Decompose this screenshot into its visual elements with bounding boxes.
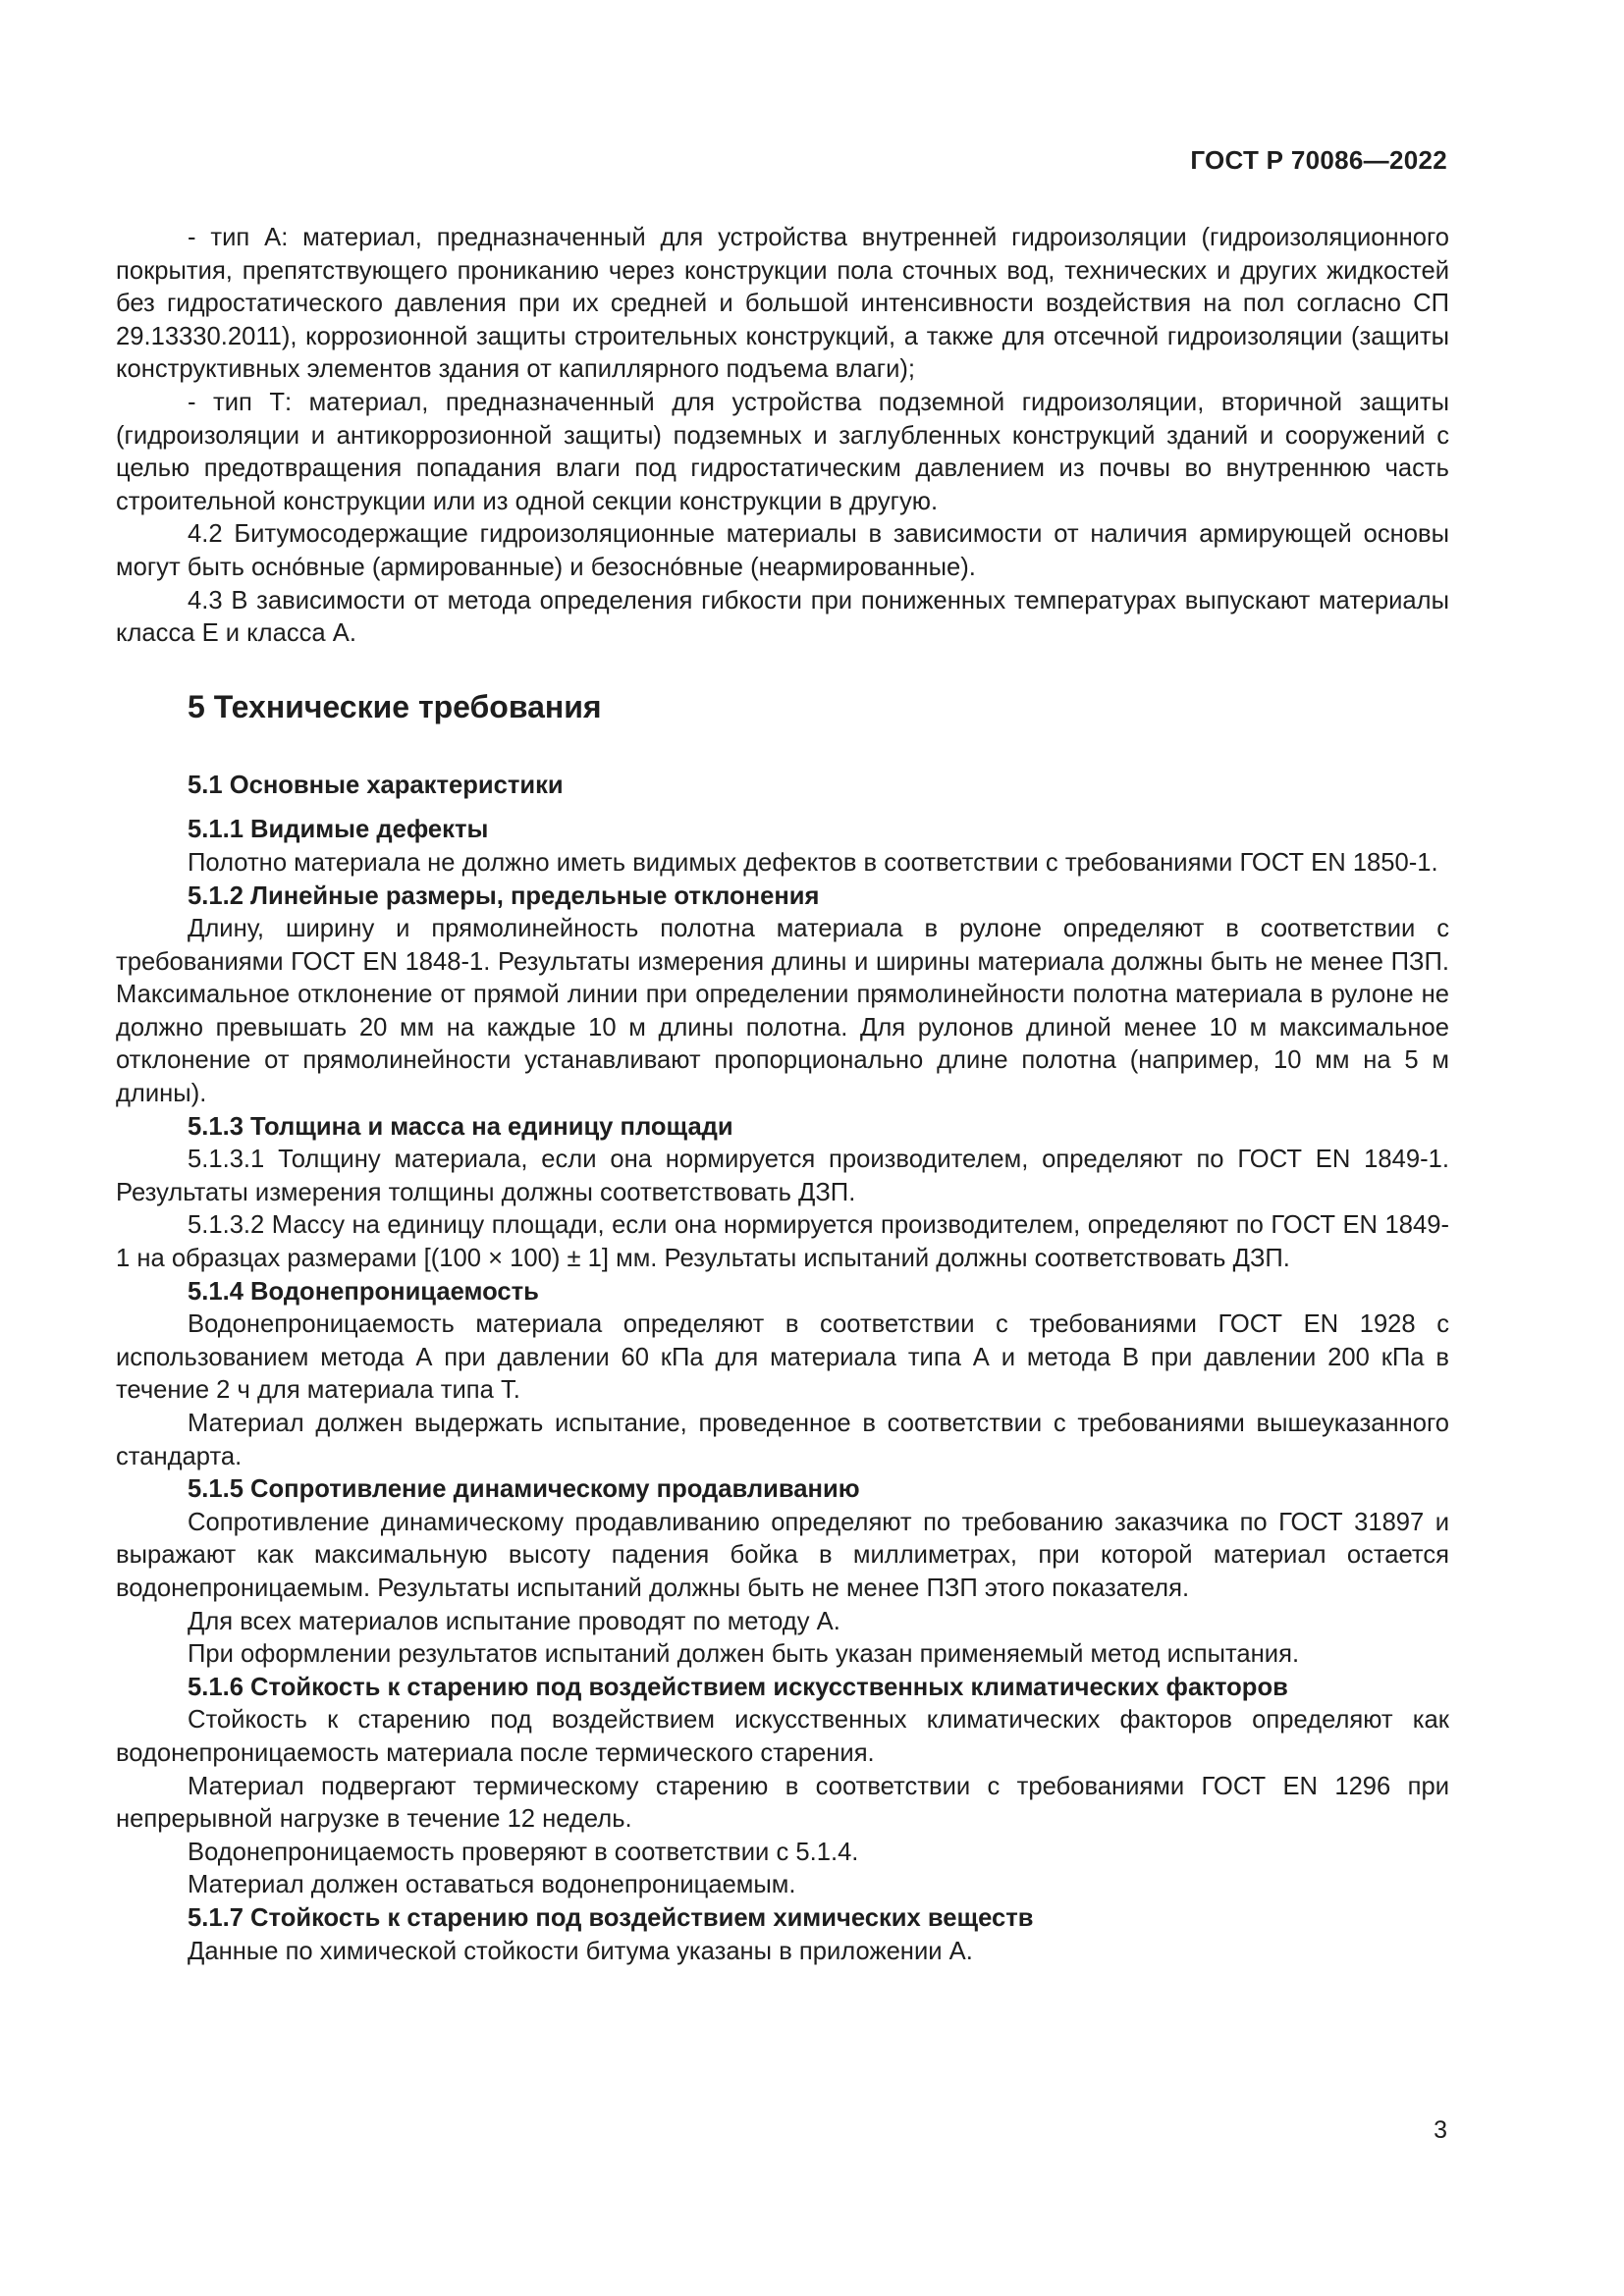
paragraph-4-3: 4.3 В зависимости от метода определения гибкости при пониженных температурах выпускают материалы класса Е и класса А. — [116, 586, 1449, 648]
paragraph-5-1-3-1: 5.1.3.1 Толщину материала, если она нормируется производителем, определяют по ГОСТ EN 1849-1. Результаты измерения толщины должны соответствовать ДЗП. — [116, 1146, 1449, 1206]
heading-5-1-4: 5.1.4 Водонепроницаемость — [188, 1277, 539, 1306]
document-body — [116, 222, 1449, 1968]
paragraph-5-1-4-a: Водонепроницаемость материала определяют в соответствии с требованиями ГОСТ EN 1928 с использованием метода А при давлении 60 кПа для материала типа А и метода В при давлении 200 кПа в течение 2 ч для материала типа Т. — [116, 1310, 1449, 1405]
heading-5-1-7: 5.1.7 Стойкость к старению под воздействием химических веществ — [188, 1903, 1034, 1932]
heading-5-1-5: 5.1.5 Сопротивление динамическому продавливанию — [188, 1475, 860, 1504]
document-code-header: ГОСТ Р 70086—2022 — [1190, 145, 1447, 175]
paragraph-4-2: 4.2 Битумосодержащие гидроизоляционные материалы в зависимости от наличия армирующей основы могут быть осно́вные (армированные) и безосно́вные (неармированные). — [116, 520, 1449, 581]
paragraph-5-1-3-2: 5.1.3.2 Массу на единицу площади, если она нормируется производителем, определяют по ГОСТ EN 1849-1 на образцах размерами [(100 × 100) ± 1] мм. Результаты испытаний должны соответствовать ДЗП. — [116, 1211, 1449, 1273]
paragraph-5-1-2: Длину, ширину и прямолинейность полотна материала в рулоне определяют в соответствии с требованиями ГОСТ EN 1848-1. Результаты измерения длины и ширины материала должны быть не менее ПЗП. Максимальное отклонение от прямой линии при определении прямолинейности полотна материала в рулоне не должно превышать 20 мм на каждые 10 м длины полотна. Для рулонов длиной менее 10 м максимальное отклонение от прямолинейности устанавливают пропорционально длине полотна (например, 10 мм на 5 м длины). — [116, 915, 1449, 1108]
heading-5-1-1: 5.1.1 Видимые дефекты — [188, 816, 489, 844]
subsection-5-1-heading: 5.1 Основные характеристики — [188, 771, 564, 799]
paragraph-5-1-6-b: Материал подвергают термическому старению в соответствии с требованиями ГОСТ EN 1296 при непрерывной нагрузке в течение 12 недель. — [116, 1772, 1449, 1834]
paragraph-5-1-4-b: Материал должен выдержать испытание, проведенное в соответствии с требованиями вышеуказанного стандарта. — [116, 1410, 1449, 1470]
paragraph-type-t: - тип Т: материал, предназначенный для устройства подземной гидроизоляции, вторичной защиты (гидроизоляции и антикоррозионной защиты) подземных и заглубленных конструкций зданий и сооружений с целью предотвращения попадания влаги под гидростатическим давлением из почвы во внутреннюю часть строительной конструкции или из одной секции конструкции в другую. — [116, 388, 1449, 515]
page-number: 3 — [1434, 2116, 1447, 2144]
paragraph-5-1-1: Полотно материала не должно иметь видимых дефектов в соответствии с требованиями ГОСТ EN 1850-1. — [188, 848, 1438, 877]
paragraph-5-1-6-d: Материал должен оставаться водонепроницаемым. — [188, 1871, 796, 1899]
paragraph-5-1-6-a: Стойкость к старению под воздействием искусственных климатических факторов определяют как водонепроницаемость материала после термического старения. — [116, 1706, 1449, 1767]
section-5-heading: 5 Технические требования — [188, 688, 602, 724]
paragraph-5-1-5-b: Для всех материалов испытание проводят по методу А. — [188, 1607, 840, 1635]
paragraph-5-1-5-a: Сопротивление динамическому продавливанию определяют по требованию заказчика по ГОСТ 31897 и выражают как максимальную высоту падения бойка в миллиметрах, при которой материал остается водонепроницаемым. Результаты испытаний должны быть не менее ПЗП этого показателя. — [116, 1508, 1449, 1602]
heading-5-1-3: 5.1.3 Толщина и масса на единицу площади — [188, 1112, 733, 1141]
paragraph-5-1-6-c: Водонепроницаемость проверяют в соответствии с 5.1.4. — [188, 1838, 859, 1866]
heading-5-1-6: 5.1.6 Стойкость к старению под воздействием искусственных климатических факторов — [188, 1673, 1288, 1701]
heading-5-1-2: 5.1.2 Линейные размеры, предельные отклонения — [188, 881, 820, 910]
paragraph-5-1-7: Данные по химической стойкости битума указаны в приложении А. — [188, 1937, 973, 1965]
paragraph-5-1-5-c: При оформлении результатов испытаний должен быть указан применяемый метод испытания. — [188, 1640, 1300, 1669]
paragraph-type-a: - тип А: материал, предназначенный для устройства внутренней гидроизоляции (гидроизоляционного покрытия, препятствующего прониканию через конструкции пола сточных вод, технических и других жидкостей без гидростатического давления при их средней и большой интенсивности воздействия на пол согласно СП 29.13330.2011), коррозионной защиты строительных конструкций, а также для отсечной гидроизоляции (защиты конструктивных элементов здания от капиллярного подъема влаги); — [116, 224, 1449, 384]
